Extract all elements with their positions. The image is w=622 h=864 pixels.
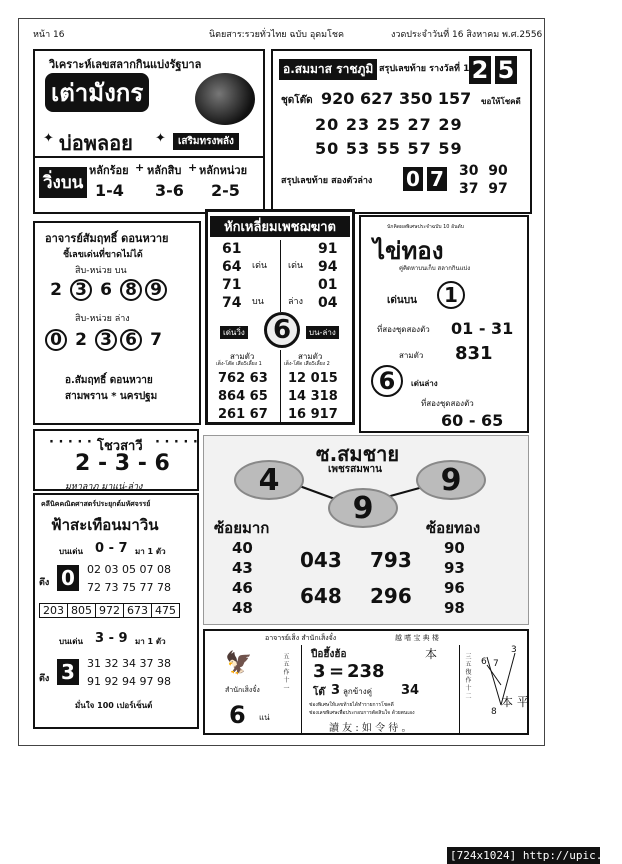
col1-head: หลักร้อย [89,164,129,177]
label-3: สามตัว [399,351,424,360]
value-1: 1 [437,281,465,309]
digit: 3 [95,329,117,351]
col2-value: 3-6 [155,181,184,200]
big-digit: 6 [229,701,246,729]
number: 91 [318,241,338,257]
box1-logo: เต่ามังกร [45,73,149,112]
left-label: ซ้อยมาก [214,519,270,537]
cell: 805 [68,604,96,617]
dragon-image [195,73,255,125]
somchai-box [203,435,529,625]
number: 40 [232,539,253,557]
image-watermark: [724x1024] http://upic.me/ [447,847,600,864]
label-4: เด่นล่าง [411,379,438,388]
bottom-label: สรุปเลขท้าย สองตัวล่าง [281,176,373,186]
row-2: 72 73 75 77 78 [87,581,171,594]
value-5: 60 - 65 [441,411,504,430]
box9-name-cn: 越 嗜 宝 典 楼 [395,634,439,642]
left-column [232,538,253,618]
divider [280,350,281,422]
label: ล่าง [288,297,303,307]
col3-value: 2-5 [211,181,240,200]
box5-title: ไข่ทอง [373,237,444,265]
label: บน [252,297,264,307]
teacher-name: อาจารย์สัมฤทธิ์ ดอนหวาย [45,232,169,245]
box6-title: โชวสาวี [97,439,143,454]
label-1: บนเด่น [59,547,83,556]
tag-2: ตึง [39,674,50,684]
number: 48 [232,599,253,617]
tag-1: ตึง [39,578,50,588]
grid-left [218,370,268,424]
box7-title: ซ.สมชาย [316,442,400,466]
top-note: นักคิดผลพิเศษประจำฉบับ 10 อันดับ [387,224,464,230]
lower-digits [45,329,167,351]
number: 762 63 [218,371,268,386]
center-digit: 6 [264,312,300,348]
number: 71 [222,277,242,293]
digit: 6 [120,329,142,351]
sketch-num-6: 6 [481,657,487,667]
number: 46 [232,579,253,597]
divider [301,645,302,735]
line1: ชี้เลขเด่นที่ขาดไม่ได้ [63,250,143,260]
tag-right: บน-ล่าง [306,326,339,339]
number: 04 [318,295,338,311]
star-icon: ✦ [43,131,54,146]
box7-sub: เพชรสมพาน [328,464,382,475]
label: เด่น [252,261,268,271]
divider [35,156,263,158]
star-icon: ✦ [155,131,166,146]
digit: 2 [50,280,62,300]
digit: 2 [75,330,87,350]
number: 98 [444,599,465,617]
box8-top: คลีนิคคณิตศาสตร์ประยุกต์มหัศจรรย์ [41,500,151,508]
seng-box [203,629,529,735]
magazine-name: นิตยสาร:รวยทั่วไทย ฉบับ อุดมโชค [209,30,344,40]
number: 96 [444,579,465,597]
column-cn: 五 五 作 十 一 [282,653,289,691]
number: 12 015 [288,371,338,386]
number: 261 67 [218,407,268,422]
l2b: = [329,661,345,682]
cell: 972 [96,604,124,617]
number-row [39,603,180,618]
big-digit: 6 [371,365,403,397]
box5-sub: คู่คิดหาบนเก็บ สลากกินแบ่ง [399,265,471,272]
row1-numbers: 20 23 25 27 29 [315,115,463,134]
sketch-num-7: 7 [493,659,499,669]
row-4: 91 92 94 97 98 [87,675,171,688]
tao-mangkorn-box [33,49,265,214]
digit: 3 [70,279,92,301]
box1-label: วิ่งบน [39,167,87,198]
number: 90 [444,539,465,557]
number: 14 318 [288,389,338,404]
right-label: ซ้อยทอง [426,519,481,537]
right-cn: 三 五 復 作 十 二 [464,653,471,699]
cell: 203 [40,604,68,617]
cell: 475 [155,604,176,617]
cell: 673 [124,604,152,617]
hak-liam-box [205,209,355,425]
mid-number: 043 [300,548,342,572]
fine-print-2: ช่องเลขพิเศษเพื่อประกอบการตัดสินใจ ด้วยตนเอง [309,710,415,716]
col2-head: หลักสิบ [147,164,182,177]
signature-2: สามพราน * นครปฐม [65,391,158,402]
number: 74 [222,295,242,311]
set-note: ขอให้โชคดี [481,97,521,106]
note-2: มา 1 ตัว [135,637,166,646]
char-cn: 本 [425,647,438,661]
label-2: ที่สองชุดสองตัว [377,325,430,334]
l3d: 34 [401,683,420,698]
mid-number: 793 [370,548,412,572]
digit: 7 [150,330,162,350]
box2-author: อ.สมมาส ราชภูมิ [279,59,377,80]
number: 16 917 [288,407,338,422]
signature-1: อ.สัมฤทธิ์ ดอนหวาย [65,375,153,386]
show-sawi-box [33,429,199,491]
digit: 0 [45,329,67,351]
number: 64 [222,259,242,275]
mid-number: 648 [300,584,342,608]
grid-right [288,370,338,424]
col3-head: หลักหน่วย [199,164,248,177]
label: เด่น [288,261,304,271]
sketch-signature: 本 平 [501,695,529,709]
left-numbers [222,240,241,312]
box8-foot: มั่นใจ 100 เปอร์เซ็นต์ [75,701,153,710]
digit: 8 [120,279,142,301]
fine-print: ช่องพิเศษให้เลขท้ายได้ทำรายการโชคดี [309,702,394,708]
plus-sign: + [188,161,198,174]
line2: สิบ-หน่วย บน [75,266,127,276]
label-1: เด่นบน [387,295,417,306]
top-digit-1: 2 [469,56,491,84]
box1-name: บ่อพลอย [59,131,133,155]
value-2: 01 - 31 [451,319,514,338]
box4-title: หักเหลี่ยมเพชฌฆาต [210,216,350,237]
row2-numbers: 50 53 55 57 59 [315,139,463,158]
box1-slogan: เสริมทรงพลัง [173,133,239,150]
line3: สิบ-หน่วย ล่าง [75,314,130,324]
digit: 9 [145,279,167,301]
set-label: ชุดโต๊ด [281,95,313,106]
sketch-num-8: 8 [491,707,497,717]
line-1: ปือฮึ้งฮ้อ [311,649,347,660]
l3b: 3 [331,683,341,698]
box2-summary: สรุปเลขท้าย รางวัลที่ 1 [379,64,470,74]
col1-value: 1-4 [95,181,124,200]
divider [280,240,281,312]
top-digit-2: 5 [495,56,517,84]
page-number: หน้า 16 [33,30,65,40]
small-right: เต็ง-โต๊ด เสือ5เลี้ยง 2 [284,361,330,367]
box6-sub: มหาลาภ มาแน่-ล่าง [65,482,143,492]
value-3: 831 [455,343,493,364]
l3a: โต๊ [313,687,325,698]
range-1: 0 - 7 [95,541,128,556]
bottom-digit-2: 7 [427,167,447,191]
big-digit-0: 0 [57,565,79,591]
fa-sathuen-box [33,493,199,729]
shop-name: สำนักเส็งจั๋ง [225,686,260,694]
three-left: สามตัว [230,352,255,361]
bottom-numbers-top: 30 90 [459,163,508,179]
digit-9-center: 9 [328,488,398,528]
bottom-digit-1: 0 [403,167,423,191]
mid-number: 296 [370,584,412,608]
three-right: สามตัว [298,352,323,361]
l2a: 3 [313,661,326,682]
cn-line: 讀 友 : 如 令 待 。 [329,723,412,734]
digit: 6 [100,280,112,300]
sketch-num-3: 3 [511,645,517,655]
draw-date: งวดประจำวันที่ 16 สิงหาคม พ.ศ.2556 [391,30,543,40]
label-2: บนเด่น [59,637,83,646]
number: 61 [222,241,242,257]
row-3: 31 32 34 37 38 [87,657,171,670]
box6-numbers: 2 - 3 - 6 [75,451,170,476]
box8-title: ฟ้าสะเทือนมาวิน [51,516,159,534]
number: 43 [232,559,253,577]
row-1: 02 03 05 07 08 [87,563,171,576]
number: 94 [318,259,338,275]
range-2: 3 - 9 [95,631,128,646]
box1-title: วิเคราะห์เลขสลากกินแบ่งรัฐบาล [49,58,202,71]
l3c: ลูกข้างคู่ [343,687,372,696]
divider [459,645,460,735]
samrit-box [33,221,201,425]
big-digit-3: 3 [57,659,79,685]
l2c: 238 [347,661,385,682]
right-column [444,538,465,618]
dots: · · · · · [155,435,198,450]
number: 864 65 [218,389,268,404]
eagle-icon: 🦅 [225,651,253,676]
box9-head: อาจารย์เส็ง สำนักเส็งจั๋ง [265,634,337,642]
digit-9-right: 9 [416,460,486,500]
note-1: มา 1 ตัว [135,547,166,556]
magazine-page [18,18,545,746]
label-5: ที่สองชุดสองตัว [421,399,474,408]
right-numbers [318,240,337,312]
plus-sign: + [135,161,145,174]
bottom-numbers-bottom: 37 97 [459,181,508,197]
small-left: เต็ง-โต๊ด เสือ5เลี้ยง 1 [216,361,262,367]
khai-thong-box [359,215,529,433]
set-numbers: 920 627 350 157 [321,89,472,108]
sommas-box [271,49,532,214]
page-header [19,19,544,41]
tag-left: เด่นวิ่ง [220,326,248,339]
number: 93 [444,559,465,577]
unit: แน่ [259,713,270,722]
upper-digits [45,279,167,301]
digit-4: 4 [234,460,304,500]
number: 01 [318,277,338,293]
dots: · · · · · [49,435,92,450]
